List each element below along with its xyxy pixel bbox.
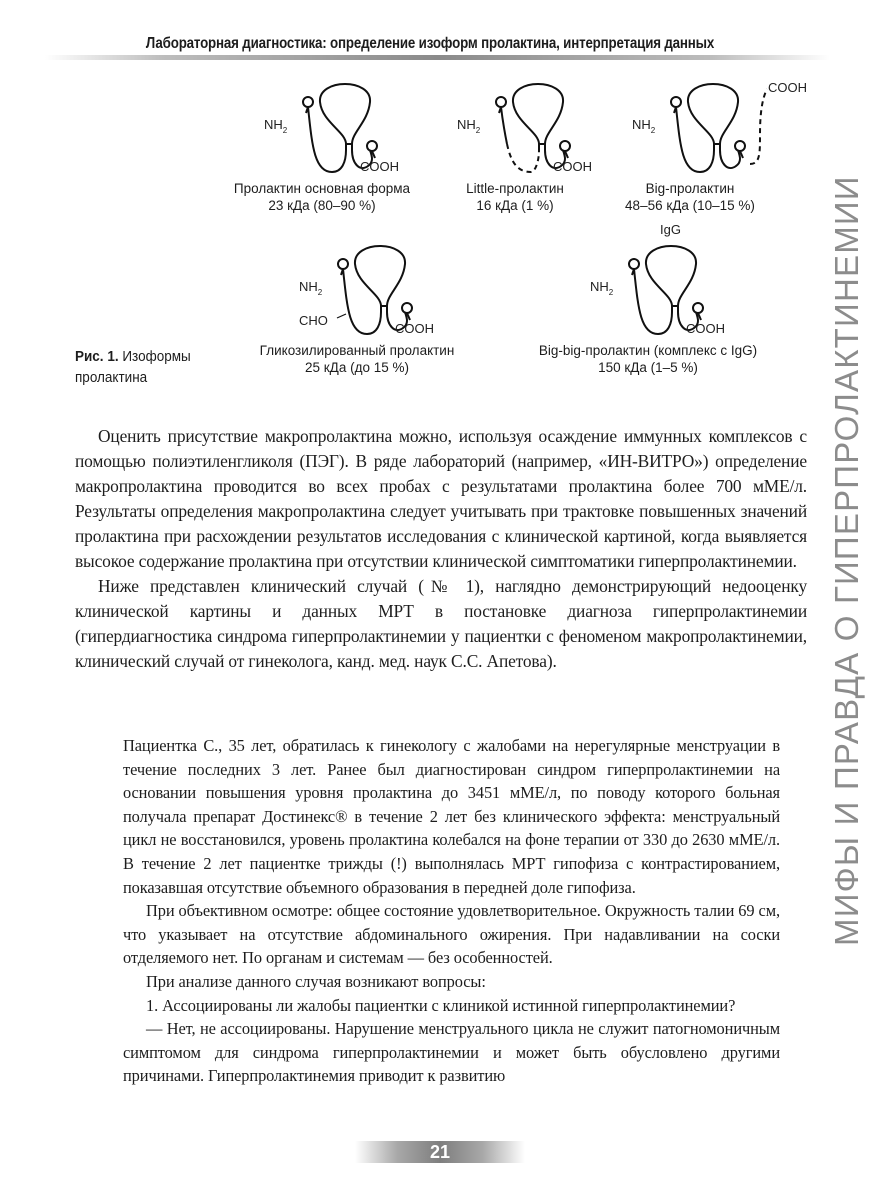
nh2-label: $NH_2$ xyxy=(590,279,614,297)
nh2-label: $NH_2$ xyxy=(299,279,323,297)
cooh-label: COOH xyxy=(768,80,807,95)
running-header-title: Лабораторная диагностика: определение изоформ пролактина, интерпретация данных xyxy=(145,35,715,52)
isoform-main xyxy=(222,84,422,214)
prolactin-big-big-diagram xyxy=(568,222,728,342)
isoforms-figure xyxy=(0,0,880,400)
prolactin-main-diagram xyxy=(242,84,402,180)
nh2-label: $NH_2$ xyxy=(457,117,481,135)
isoform-big-big xyxy=(533,222,763,376)
cho-label: CHO xyxy=(299,313,328,328)
nh2-label: $NH_2$ xyxy=(632,117,656,135)
cooh-label: COOH xyxy=(360,159,399,174)
isoform-glycosylated xyxy=(257,246,457,376)
cooh-label: COOH xyxy=(553,159,592,174)
isoform-name: Big-big-пролактин (комплекс с IgG) xyxy=(538,343,758,358)
isoform-mass: 150 кДа (1–5 %) xyxy=(598,360,698,375)
case-paragraph: При объективном осмотре: общее состояние удовлетворительное. Окружность талии 69 см, что указывает на отсутствие абдоминального ожирения. При надавливании на соски отделяемого нет. По органам и системам — без особенностей. xyxy=(123,901,780,968)
cooh-label: COOH xyxy=(686,321,725,336)
case-paragraph: — Нет, не ассоциированы. Нарушение менструального цикла не служит патогномоничным симптомом для синдрома гиперпролактинемии и может быть обусловлено другими причинами. Гиперпролактинемия приводит к развитию xyxy=(123,1019,780,1086)
prolactin-glycosylated-diagram xyxy=(277,246,437,342)
case-paragraph: 1. Ассоциированы ли жалобы пациентки с клиникой истинной гиперпролактинемии? xyxy=(146,995,736,1015)
prolactin-little-diagram xyxy=(435,84,595,180)
isoform-name: Little-пролактин xyxy=(466,181,564,196)
page-number: 21 xyxy=(355,1141,525,1163)
figure-caption-text: Изоформы пролактина xyxy=(75,348,191,386)
clinical-case xyxy=(123,734,780,1088)
figure-label: Рис. 1. xyxy=(75,348,119,365)
prolactin-big-diagram xyxy=(610,80,807,180)
isoform-big xyxy=(590,80,807,214)
case-paragraph: Пациентка С., 35 лет, обратилась к гинекологу с жалобами на нерегулярные менструации в течение последних 3 лет. Ранее был диагностирован синдром гиперпролактинемии на основании повышения уровня пролактина до 3451 мМЕ/л, по поводу которого больная получала препарат Достинекс® в течение 2 лет без клинического эффекта: менструальный цикл не восстановился, уровень пролактина колебался на фоне терапии от 330 до 2630 мМЕ/л. В течение 2 лет пациентке трижды (!) выполнялась МРТ гипофиза с контрастированием, показавшая отсутствие объемного образования в передней доле гипофиза. xyxy=(123,736,780,897)
vertical-section-title: МИФЫ И ПРАВДА О ГИПЕРПРОЛАКТИНЕМИИ xyxy=(828,175,865,946)
paragraph: Ниже представлен клинический случай (№ 1), наглядно демонстрирующий недооценку клинической картины и данных МРТ в постановке диагноза гиперпролактинемии (гипердиагностика синдрома гиперпролактинемии у пациентки с феноменом макропролактинемии, клинический случай от гинеколога, канд. мед. наук С.С. Апетова). xyxy=(75,576,807,671)
figure-caption xyxy=(75,346,228,388)
igg-label: IgG xyxy=(660,222,681,237)
paragraph: Оценить присутствие макропролактина можно, используя осаждение иммунных комплексов с помощью полиэтиленгликоля (ПЭГ). В ряде лабораторий (например, «ИН-ВИТРО») определение макропролактина проводится во всех пробах с результатами пролактина более 700 мМЕ/л. Результаты определения макропролактина следует учитывать при трактовке повышенных значений пролактина при расхождении результатов исследования с клинической картиной, когда выявляется высокое содержание пролактина при отсутствии клинической симптоматики гиперпролактинемии. xyxy=(75,426,807,571)
main-text xyxy=(75,424,807,674)
case-paragraph: При анализе данного случая возникают вопросы: xyxy=(146,971,486,991)
nh2-label: $NH_2$ xyxy=(264,117,288,135)
isoform-mass: 16 кДа (1 %) xyxy=(476,198,554,213)
cooh-label: COOH xyxy=(395,321,434,336)
isoform-name: Big-пролактин xyxy=(645,181,735,196)
isoform-mass: 23 кДа (80–90 %) xyxy=(268,198,376,213)
isoform-name: Гликозилированный пролактин xyxy=(259,343,455,358)
isoform-mass: 25 кДа (до 15 %) xyxy=(305,360,409,375)
isoform-name: Пролактин основная форма xyxy=(233,181,411,196)
isoform-mass: 48–56 кДа (10–15 %) xyxy=(625,198,755,213)
isoform-little xyxy=(415,84,615,214)
